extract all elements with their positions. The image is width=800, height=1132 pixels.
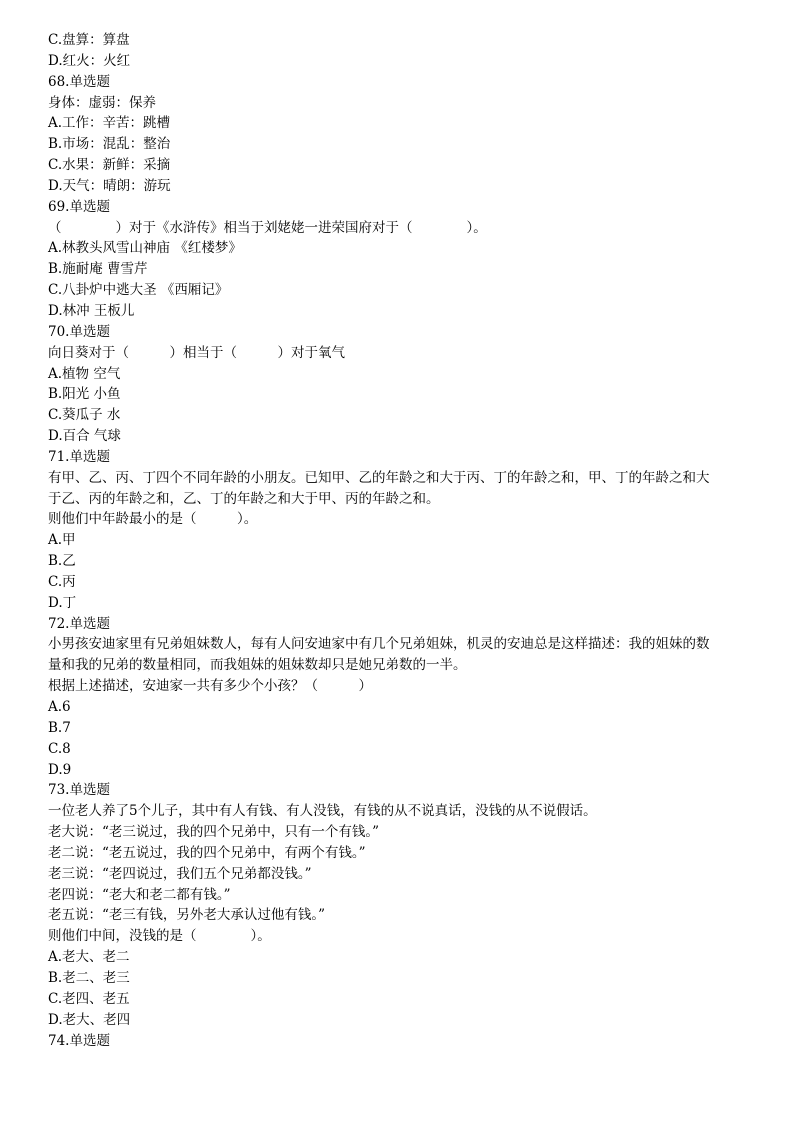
question-68-header: 68.单选题 xyxy=(48,73,110,90)
option-d-q69: D.林冲 王板儿 xyxy=(48,302,135,319)
question-71-stem-line-2: 于乙、丙的年龄之和，乙、丁的年龄之和大于甲、丙的年龄之和。 xyxy=(48,490,440,507)
option-c-q72: C.8 xyxy=(48,740,71,757)
document-page xyxy=(48,30,758,1051)
option-d-q67: D.红火：火红 xyxy=(48,52,131,69)
option-c-q70: C.葵瓜子 水 xyxy=(48,407,121,424)
option-a-q68: A.工作：辛苦：跳槽 xyxy=(48,115,171,132)
question-73-statement-3: 老三说：“老四说过，我们五个兄弟都没钱。” xyxy=(48,865,312,882)
question-73-prompt: 则他们中间，没钱的是（ ）。 xyxy=(48,928,271,945)
option-a-q73: A.老大、老二 xyxy=(48,949,130,966)
option-d-q71: D.丁 xyxy=(48,594,77,611)
option-c-q69: C.八卦炉中逃大圣 《西厢记》 xyxy=(48,282,229,299)
question-69-header: 69.单选题 xyxy=(48,198,110,215)
option-c-q73: C.老四、老五 xyxy=(48,990,130,1007)
question-73-statement-1: 老大说：“老三说过，我的四个兄弟中，只有一个有钱。” xyxy=(48,824,380,841)
question-71-header: 71.单选题 xyxy=(48,448,110,465)
question-71-prompt: 则他们中年龄最小的是（ ）。 xyxy=(48,511,258,528)
option-d-q68: D.天气：晴朗：游玩 xyxy=(48,177,171,194)
option-a-q70: A.植物 空气 xyxy=(48,365,121,382)
option-c-q71: C.丙 xyxy=(48,573,76,590)
option-b-q73: B.老二、老三 xyxy=(48,969,130,986)
question-72-stem-line-1: 小男孩安迪家里有兄弟姐妹数人，每有人问安迪家中有几个兄弟姐妹，机灵的安迪总是这样描述：我的姐妹的数 xyxy=(48,636,710,653)
question-71-stem-line-1: 有甲、乙、丙、丁四个不同年龄的小朋友。已知甲、乙的年龄之和大于丙、丁的年龄之和，甲、丁的年龄之和大 xyxy=(48,469,710,486)
option-b-q72: B.7 xyxy=(48,719,71,736)
option-d-q70: D.百合 气球 xyxy=(48,428,121,445)
question-72-stem-line-2: 量和我的兄弟的数量相同，而我姐妹的姐妹数却只是她兄弟数的一半。 xyxy=(48,657,467,674)
option-b-q71: B.乙 xyxy=(48,553,76,570)
option-d-q73: D.老大、老四 xyxy=(48,1011,131,1028)
option-b-q70: B.阳光 小鱼 xyxy=(48,386,121,403)
question-73-header: 73.单选题 xyxy=(48,782,110,799)
option-b-q69: B.施耐庵 曹雪芹 xyxy=(48,261,148,278)
question-73-statement-5: 老五说：“老三有钱，另外老大承认过他有钱。” xyxy=(48,907,326,924)
option-a-q69: A.林教头风雪山神庙 《红楼梦》 xyxy=(48,240,242,257)
option-b-q68: B.市场：混乱：整治 xyxy=(48,136,171,153)
question-72-prompt: 根据上述描述，安迪家一共有多少个小孩？（ ） xyxy=(48,678,372,695)
question-70-stem: 向日葵对于（ ）相当于（ ）对于氧气 xyxy=(48,344,345,361)
option-d-q72: D.9 xyxy=(48,761,72,778)
question-74-header: 74.单选题 xyxy=(48,1032,110,1049)
option-c-q68: C.水果：新鲜：采摘 xyxy=(48,157,171,174)
question-69-stem: （ ）对于《水浒传》相当于刘姥姥一进荣国府对于（ ）。 xyxy=(48,219,487,236)
question-73-statement-2: 老二说：“老五说过，我的四个兄弟中，有两个有钱。” xyxy=(48,844,366,861)
question-73-stem: 一位老人养了5个儿子，其中有人有钱、有人没钱，有钱的从不说真话，没钱的从不说假话。 xyxy=(48,803,597,820)
question-70-header: 70.单选题 xyxy=(48,323,110,340)
option-a-q72: A.6 xyxy=(48,699,71,715)
question-73-statement-4: 老四说：“老大和老二都有钱。” xyxy=(48,886,231,903)
option-c-q67: C.盘算：算盘 xyxy=(48,32,130,48)
question-68-stem: 身体：虚弱：保养 xyxy=(48,94,156,111)
option-a-q71: A.甲 xyxy=(48,532,76,549)
question-72-header: 72.单选题 xyxy=(48,615,110,632)
